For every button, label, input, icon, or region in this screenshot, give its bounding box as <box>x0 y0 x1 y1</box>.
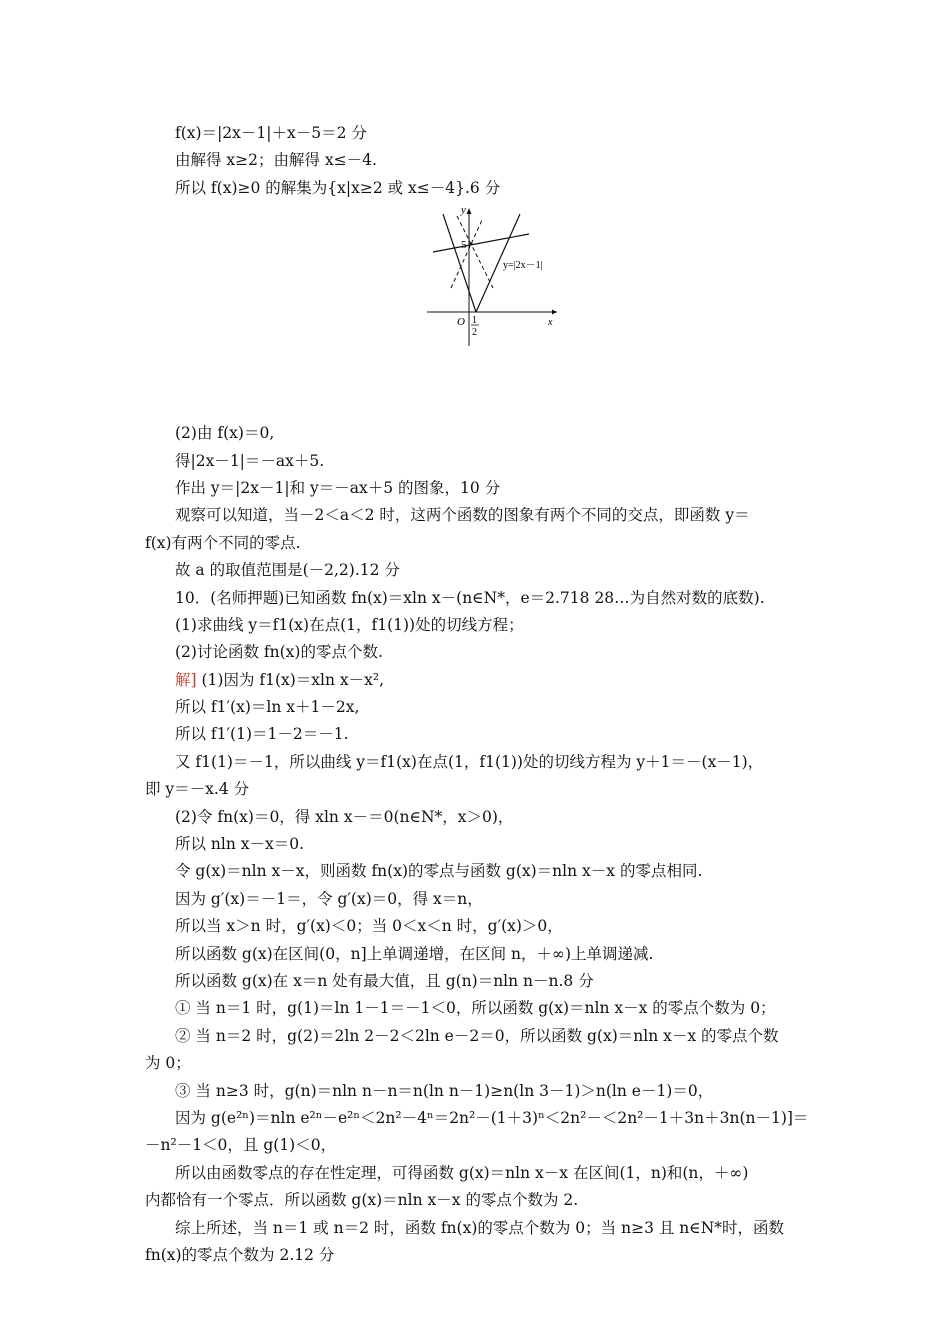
origin-label: O <box>457 316 465 329</box>
text-line: 又 f1(1)＝－1，所以曲线 y＝f1(x)在点(1，f1(1))处的切线方程为 y＋1＝－(x－1)， <box>175 752 764 771</box>
text-line: 为 0； <box>145 1054 191 1073</box>
text-line: －n²－1＜0，且 g(1)＜0， <box>145 1136 337 1155</box>
text-line: f(x)＝|2x－1|＋x－5＝2 分 <box>175 124 367 142</box>
text-line: 所以 f1′(1)＝1－2＝－1. <box>175 725 349 744</box>
curve-label: y=|2x－1| <box>503 260 543 272</box>
text-line: 所以 f1′(x)＝ln x＋1－2x, <box>175 698 360 717</box>
text-line: ① 当 n＝1 时，g(1)＝ln 1－1＝－1＜0，所以函数 g(x)＝nln x－x 的零点个数为 0； <box>175 999 776 1018</box>
text-line: 所以函数 g(x)在 x＝n 处有最大值，且 g(n)＝nln n－n.8 分 <box>175 971 594 990</box>
tick-1-label: 1 <box>472 315 477 327</box>
text-line: 令 g(x)＝nln x－x，则函数 fn(x)的零点与函数 g(x)＝nln x－x 的零点相同. <box>175 862 703 881</box>
text-line: 因为 g′(x)＝－1＝，令 g′(x)＝0，得 x＝n， <box>175 889 483 908</box>
problem-statement: 10．(名师押题)已知函数 fn(x)＝xln x－(n∈N*，e＝2.718 28…为自然对数的底数). <box>175 588 765 607</box>
text-line: ③ 当 n≥3 时，g(n)＝nln n－n＝n(ln n－1)≥n(ln 3－1)＞n(ln e－1)＝0， <box>175 1081 714 1100</box>
text-line: 内都恰有一个零点．所以函数 g(x)＝nln x－x 的零点个数为 2. <box>145 1191 579 1210</box>
text-line: 因为 g(e²ⁿ)＝nln e²ⁿ－e²ⁿ＜2n²－4ⁿ＝2n²－(1＋3)ⁿ＜2n²－＜2n²－1＋3n＋3n(n－1)]＝ <box>175 1108 809 1127</box>
graph-svg <box>421 204 561 354</box>
tick-2-label: 2 <box>472 327 477 339</box>
text-line: (1)求曲线 y＝f1(x)在点(1，f1(1))处的切线方程； <box>175 615 524 634</box>
x-axis-label: x <box>548 317 553 329</box>
text-line: 所以 f(x)≥0 的解集为{x|x≥2 或 x≤－4}.6 分 <box>175 178 501 197</box>
answer-tag: 解] <box>175 670 197 689</box>
text-line: 观察可以知道，当－2＜a＜2 时，这两个函数的图象有两个不同的交点，即函数 y＝ <box>175 506 750 525</box>
text-line: (2)讨论函数 fn(x)的零点个数. <box>175 643 383 662</box>
graph-figure <box>145 202 810 420</box>
document-page <box>145 120 810 1269</box>
text-line: 得|2x－1|＝－ax＋5. <box>175 451 325 470</box>
text-line: 作出 y＝|2x－1|和 y＝－ax＋5 的图象，10 分 <box>175 478 501 497</box>
answer-text: (1)因为 f1(x)＝xln x－x², <box>196 670 385 689</box>
text-line: 综上所述，当 n＝1 或 n＝2 时，函数 fn(x)的零点个数为 0；当 n≥3 且 n∈N*时，函数 <box>175 1218 785 1237</box>
y-axis-label: y <box>461 204 466 217</box>
text-line: ② 当 n＝2 时，g(2)＝2ln 2－2＜2ln e－2＝0，所以函数 g(x)＝nln x－x 的零点个数 <box>175 1026 779 1045</box>
text-line: fn(x)的零点个数为 2.12 分 <box>145 1245 335 1264</box>
text-line: (2)由 f(x)＝0, <box>175 424 275 443</box>
text-line: 所以函数 g(x)在区间(0，n]上单调递增，在区间 n，＋∞)上单调递减. <box>175 944 654 963</box>
tick-5-label: 5 <box>461 239 467 252</box>
text-line: 即 y＝－x.4 分 <box>145 780 250 799</box>
text-line: 所以当 x＞n 时，g′(x)＜0；当 0＜x＜n 时，g′(x)＞0， <box>175 917 563 936</box>
text-line: 所以 nln x－x＝0. <box>175 835 305 854</box>
answer-line <box>145 667 810 694</box>
text-line: 由解得 x≥2；由解得 x≤－4. <box>175 151 377 170</box>
text-line: f(x)有两个不同的零点. <box>145 533 301 552</box>
text-line: 所以由函数零点的存在性定理，可得函数 g(x)＝nln x－x 在区间(1，n)和(n，＋∞) <box>175 1163 749 1182</box>
text-line: (2)令 fn(x)＝0，得 xln x－＝0(n∈N*，x＞0)， <box>175 807 514 826</box>
text-line: 故 a 的取值范围是(－2,2).12 分 <box>175 561 400 580</box>
